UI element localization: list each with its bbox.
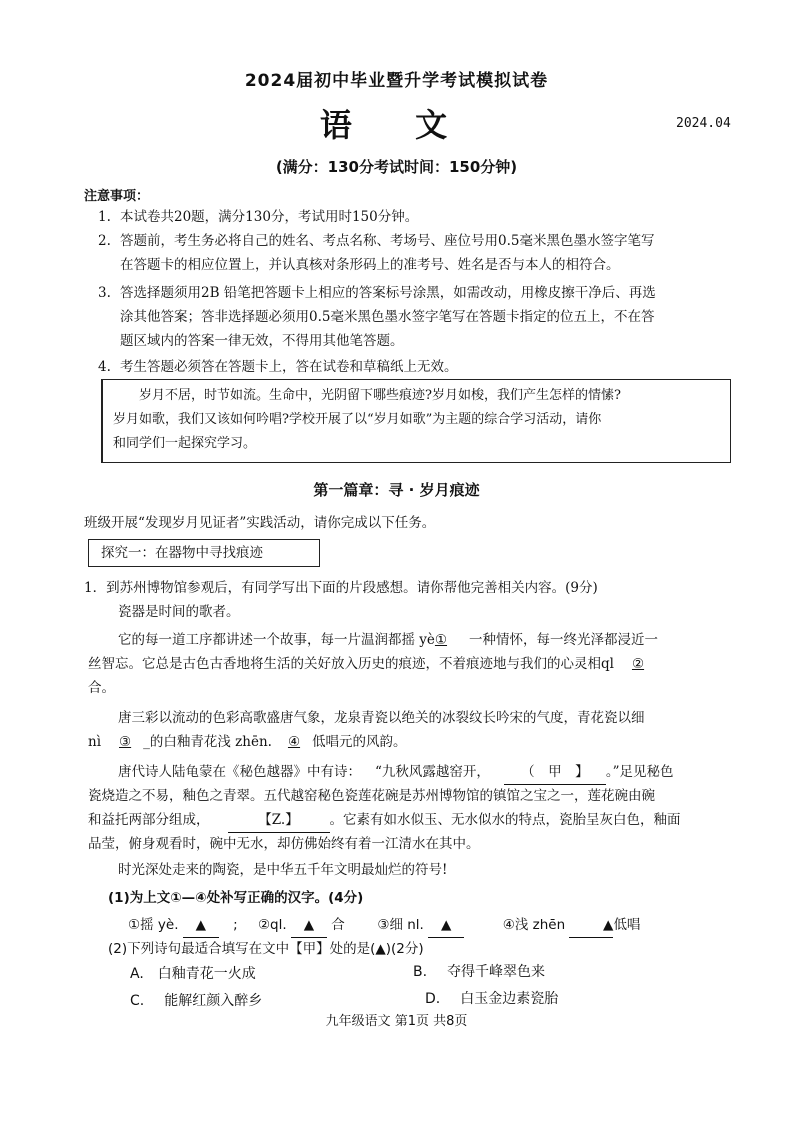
score-line: (满分：130分考试时间：150分钟) bbox=[275, 158, 518, 176]
sub1-stem: (1)为上文①—④处补写正确的汉字。(4分) bbox=[108, 890, 364, 906]
passage-p4-line1: 唐代诗人陆龟蒙在《秘色越器》中有诗： “九秋风露越窑开， （ 甲 】 。”足见秘色 bbox=[118, 760, 748, 785]
passage-p2-line2: 丝智忘。它总是古色古香地将生活的关好放入历史的痕迹，不着痕迹地与我们的心灵相ql ② bbox=[88, 656, 645, 672]
chapter-title: 第一篇章：寻 · 岁月痕迹 bbox=[313, 481, 480, 499]
answer-blank-2[interactable]: ▲ bbox=[291, 913, 327, 938]
intro-line: 岁月如歌，我们又该如何吟唱?学校开展了以“岁月如歌”为主题的综合学习活动，请你 bbox=[113, 412, 602, 427]
intro-line: 岁月不居，时节如流。生命中，光阴留下哪些痕迹?岁月如梭，我们产生怎样的情愫? bbox=[139, 388, 621, 403]
blank-mark-1: ① bbox=[434, 632, 448, 648]
exam-title: 2024届初中毕业暨升学考试模拟试卷 bbox=[244, 71, 549, 91]
answer-blank-1[interactable]: ▲ bbox=[183, 913, 219, 938]
notice-item-4: 4. 考生答题必须答在答题卡上，答在试卷和草稿纸上无效。 bbox=[98, 359, 458, 375]
sub2-stem: (2)下列诗句最适合填写在文中【甲】处的是(▲)(2分) bbox=[108, 941, 424, 957]
option-d[interactable]: D. 白玉金边素瓷胎 bbox=[425, 991, 559, 1007]
sub1-item-3: ③细 nl. bbox=[377, 917, 424, 933]
page-footer: 九年级语文 第1页 共8页 bbox=[325, 1014, 468, 1029]
passage-p1: 瓷器是时间的歌者。 bbox=[118, 604, 240, 620]
notice-item-1: 1. 本试卷共20题，满分130分，考试用时150分钟。 bbox=[98, 209, 419, 225]
option-a[interactable]: A. 白釉青花一火成 bbox=[130, 966, 256, 982]
passage-p2-line3: 合。 bbox=[88, 680, 115, 696]
passage-p3-line2: nì ③ _的白釉青花浅 zhēn. ④ 低唱元的风韵。 bbox=[88, 734, 407, 750]
sub1-item-4: ④浅 zhēn bbox=[502, 917, 566, 933]
sub1-answers: ①摇 yè. ▲ ; ②ql. ▲ 合 ③细 nl. ▲ ④浅 zhēn ▲低唱 bbox=[128, 913, 748, 938]
blank-yi: 【Z.】 bbox=[228, 808, 330, 833]
notice-item-3: 3. 答选择题须用2B 铅笔把答题卡上相应的答案标号涂黑，如需改动，用橡皮擦干净后、再选 涂其他答案；答非选择题必须用0.5毫米黑色墨水签字笔写在答题卡指定的位五上，不在答 题区域内的答案一律无效，不得用其他笔答题。 bbox=[98, 285, 656, 349]
q1-stem: 1．到苏州博物馆参观后，有同学写出下面的片段感想。请你帮他完善相关内容。(9分) bbox=[84, 580, 598, 596]
intro-box bbox=[101, 379, 731, 463]
notice-heading: 注意事项： bbox=[84, 189, 150, 204]
blank-mark-3: ③ bbox=[119, 734, 132, 750]
notice-item-2: 2. 答题前，考生务必将自己的姓名、考点名称、考场号、座位号用0.5毫米黑色墨水签字笔写 在答题卡的相应位置上，并认真核对条形码上的准考号、姓名是否与本人的相符合。 bbox=[98, 233, 655, 273]
option-c[interactable]: C. 能解红颜入醉乡 bbox=[130, 993, 263, 1009]
answer-blank-3[interactable]: ▲ bbox=[428, 913, 464, 938]
option-b[interactable]: B. 夺得千峰翠色来 bbox=[413, 964, 546, 980]
blank-mark-2: ② bbox=[631, 656, 645, 672]
passage-p3-line1: 唐三彩以流动的色彩高歌盛唐气象，龙泉青瓷以绝关的冰裂纹长吟宋的气度，青花瓷以细 bbox=[118, 710, 645, 726]
blank-mark-4: ④ bbox=[287, 734, 301, 750]
passage-p5: 时光深处走来的陶瓷，是中华五千年文明最灿烂的符号! bbox=[118, 862, 448, 878]
answer-blank-4[interactable]: ▲ bbox=[569, 913, 613, 938]
passage-p4-line2: 瓷烧造之不易，釉色之青翠。五代越窑秘色瓷莲花碗是苏州博物馆的镇馆之宝之一，莲花碗由碗 bbox=[88, 788, 655, 804]
exam-date: 2024.04 bbox=[676, 116, 731, 131]
chapter-intro: 班级开展“发现岁月见证者”实践活动，请你完成以下任务。 bbox=[84, 515, 436, 531]
subject-title: 语 文 bbox=[319, 106, 474, 144]
sub1-item-1: ①摇 yè. bbox=[128, 917, 179, 933]
sub1-item-2: ②ql. bbox=[257, 917, 287, 933]
passage-p4-line3: 和益托两部分组成， 【Z.】 。它素有如水似玉、无水似水的特点，瓷胎呈灰白色，釉面 bbox=[88, 808, 748, 833]
explore-label: 探究一：在器物中寻找痕迹 bbox=[88, 539, 320, 567]
blank-jia: （ 甲 】 bbox=[504, 760, 606, 785]
intro-line: 和同学们一起探究学习。 bbox=[113, 436, 257, 451]
passage-p2-line1: 它的每一道工序都讲述一个故事，每一片温润都摇 yè① 一种情怀，每一终光泽都浸近一 bbox=[118, 632, 659, 648]
passage-p4-line4: 品莹，俯身观看时，碗中无水，却仿佛始终有着一江清水在其中。 bbox=[88, 836, 480, 852]
